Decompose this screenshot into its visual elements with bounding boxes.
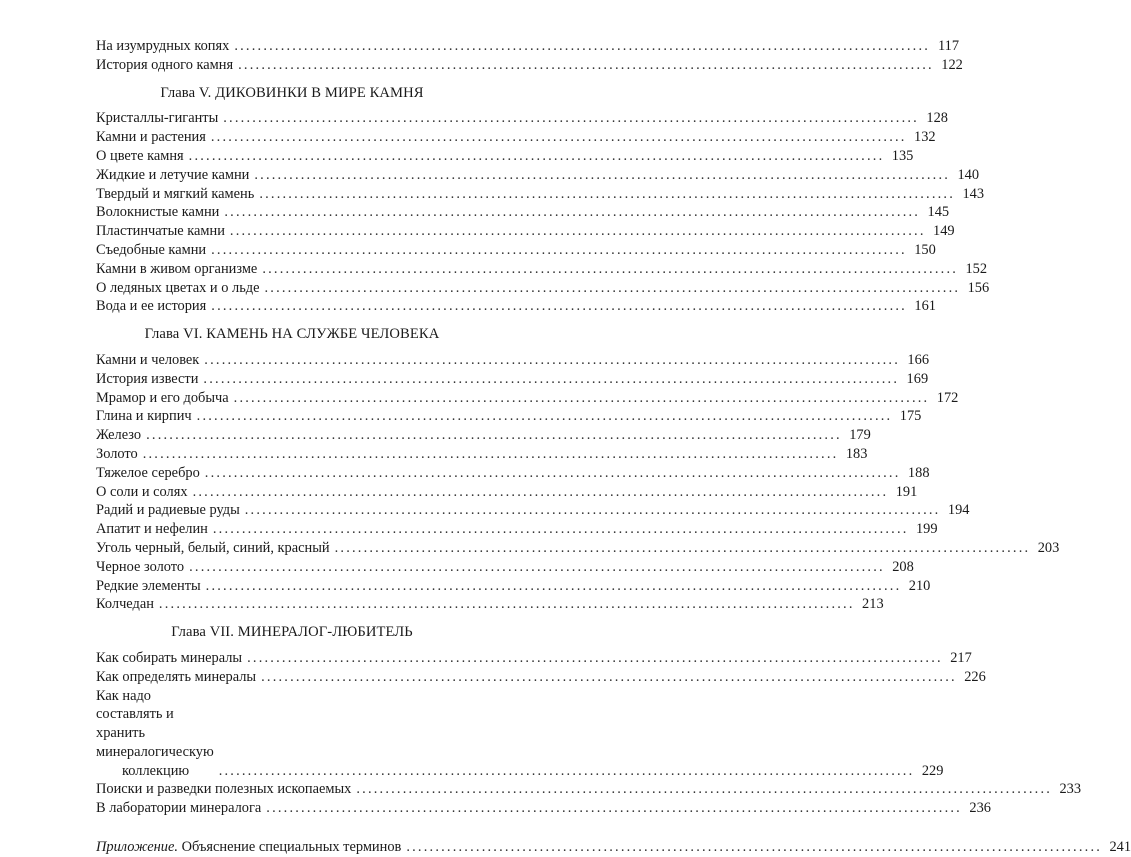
toc-entry-title: Вода и ее история xyxy=(96,298,207,315)
toc-entry xyxy=(96,185,985,204)
dot-leader: ........................................................................................................................ xyxy=(247,649,943,666)
dot-leader: ........................................................................................................................ xyxy=(189,558,885,575)
toc-entry-title: Черное золото xyxy=(96,558,185,575)
toc-entry-title: Тяжелое серебро xyxy=(96,464,200,481)
toc-entry-page: 199 xyxy=(915,521,938,538)
toc-entry-page: 135 xyxy=(891,147,914,164)
toc-entry-title: Глина и кирпич xyxy=(96,408,192,425)
toc-entry-page: 188 xyxy=(907,464,930,481)
dot-leader: ........................................................................................................................ xyxy=(244,502,941,519)
toc-entry xyxy=(96,389,959,408)
dot-leader: ........................................................................................................................ xyxy=(158,596,855,613)
dot-leader: ........................................................................................................................ xyxy=(211,241,907,258)
dot-leader: ........................................................................................................................ xyxy=(259,185,956,202)
toc-entry xyxy=(96,37,960,56)
toc-entry-title: Как собирать минералы xyxy=(96,649,243,666)
toc-entry xyxy=(96,558,914,577)
dot-leader: ........................................................................................................................ xyxy=(224,204,921,221)
toc-entry-title: Камни и растения xyxy=(96,129,206,146)
toc-entry-page: 210 xyxy=(908,577,931,594)
toc-entry xyxy=(96,407,922,426)
dot-leader: ........................................................................................................................ xyxy=(212,521,909,538)
toc-entry xyxy=(96,426,871,445)
dot-leader: ........................................................................................................................ xyxy=(262,260,959,277)
toc-entry-title: Волокнистые камни xyxy=(96,204,220,221)
toc-entry-page: 226 xyxy=(964,668,986,685)
toc-entry-page: 156 xyxy=(967,279,990,296)
toc-entry-title: О цвете камня xyxy=(96,147,184,164)
toc-entry-page: 194 xyxy=(947,502,970,519)
dot-leader: ........................................................................................................................ xyxy=(204,351,901,368)
dot-leader: ........................................................................................................................ xyxy=(264,279,961,296)
toc-entry xyxy=(96,166,980,185)
toc-entry xyxy=(96,483,918,502)
toc-entry-page: 166 xyxy=(907,351,930,368)
toc-entry-title: В лаборатории минералога xyxy=(96,800,262,817)
dot-leader: ........................................................................................................................ xyxy=(218,762,915,779)
dot-leader: ........................................................................................................................ xyxy=(234,38,931,54)
toc-entry-title: Апатит и нефелин xyxy=(96,521,208,538)
toc-entry-title: Золото xyxy=(96,445,138,462)
toc-entry xyxy=(96,799,991,818)
toc-entry-page: 233 xyxy=(1059,781,1082,798)
toc-entry xyxy=(96,279,990,298)
appendix-page: 241 xyxy=(1109,839,1131,856)
appendix-label: Приложение. xyxy=(96,839,178,856)
toc-entry xyxy=(96,577,931,596)
dot-leader: ........................................................................................................................ xyxy=(254,166,951,183)
dot-leader: ........................................................................................................................ xyxy=(334,539,1031,556)
toc-entry-title: Как определять минералы xyxy=(96,668,257,685)
toc-entry-page: 145 xyxy=(927,204,950,221)
toc-entry xyxy=(96,668,986,687)
toc-entry xyxy=(96,222,955,241)
toc-entry-title: История одного камня xyxy=(96,56,234,73)
toc-entry-page: 213 xyxy=(862,596,884,613)
toc-entry xyxy=(96,649,972,668)
toc-entry-title: Мрамор и его добыча xyxy=(96,389,229,406)
toc-entry xyxy=(96,539,1060,558)
toc-entry-title: Съедобные камни xyxy=(96,241,207,258)
toc-entry-title: О соли и солях xyxy=(96,483,188,500)
toc-entry-title: Колчедан xyxy=(96,596,154,613)
toc-entry-title: Пластинчатые камни xyxy=(96,223,225,240)
toc-entry xyxy=(96,445,868,464)
dot-leader: ........................................................................................................................ xyxy=(406,839,1103,856)
toc-entry-page: 172 xyxy=(936,389,959,406)
appendix-title-text: Объяснение специальных терминов xyxy=(181,839,402,856)
toc-entry xyxy=(96,520,938,539)
dot-leader: ........................................................................................................................ xyxy=(356,781,1053,798)
toc-entry-page: 169 xyxy=(906,370,929,387)
toc-entry-title: Железо xyxy=(96,427,142,444)
toc-entry xyxy=(96,109,948,128)
dot-leader: ........................................................................................................................ xyxy=(146,427,842,444)
toc-entry-title: Жидкие и летучие камни xyxy=(96,166,250,183)
toc-entry-title xyxy=(96,687,214,781)
toc-entry-title-line1: Как надо составлять и хранить минералогическую xyxy=(96,687,214,760)
appendix-title xyxy=(96,838,401,857)
toc-entry-page: 150 xyxy=(914,241,936,258)
toc-entry-page: 117 xyxy=(937,38,960,54)
toc-entry-title: Поиски и разведки полезных ископаемых xyxy=(96,781,352,798)
toc-entry xyxy=(96,370,929,389)
toc-entry-page: 236 xyxy=(969,800,991,817)
dot-leader: ........................................................................................................................ xyxy=(196,408,893,425)
toc-entry-page: 132 xyxy=(914,129,936,146)
chapter-heading: Глава VI. КАМЕНЬ НА СЛУЖБЕ ЧЕЛОВЕКА xyxy=(144,326,440,343)
toc-entry xyxy=(96,128,936,147)
toc-entry xyxy=(96,780,1082,799)
dot-leader: ........................................................................................................................ xyxy=(233,389,930,406)
dot-leader: ........................................................................................................................ xyxy=(192,483,889,500)
toc-entry-title: Уголь черный, белый, синий, красный xyxy=(96,539,330,556)
dot-leader: ........................................................................................................................ xyxy=(266,800,962,817)
chapter-heading: Глава VII. МИНЕРАЛОГ-ЛЮБИТЕЛЬ xyxy=(171,624,413,641)
dot-leader: ........................................................................................................................ xyxy=(261,668,957,685)
toc-entry xyxy=(96,351,930,370)
toc-entry-page: 179 xyxy=(849,427,871,444)
toc-entry-page: 161 xyxy=(914,298,936,315)
toc-entry-page: 208 xyxy=(892,558,914,575)
toc-entry-title-line2: коллекцию xyxy=(122,762,190,779)
toc-entry-title: Твердый и мягкий камень xyxy=(96,185,255,202)
toc-entry-page: 175 xyxy=(899,408,922,425)
dot-leader: ........................................................................................................................ xyxy=(238,56,934,73)
dot-leader: ........................................................................................................................ xyxy=(211,298,907,315)
toc-entry-page: 191 xyxy=(895,483,918,500)
toc-entry xyxy=(96,56,963,75)
toc-entry xyxy=(96,501,970,520)
toc-entry xyxy=(96,241,936,260)
dot-leader: ........................................................................................................................ xyxy=(204,464,901,481)
toc-entry-page: 229 xyxy=(921,762,944,779)
toc-entry-page: 128 xyxy=(926,110,948,127)
toc-entry-multiline xyxy=(96,687,944,781)
chapter-heading: Глава V. ДИКОВИНКИ В МИРЕ КАМНЯ xyxy=(160,84,424,101)
toc-entry xyxy=(96,147,914,166)
toc-entry xyxy=(96,464,930,483)
toc-entry-page: 203 xyxy=(1037,539,1060,556)
dot-leader: ........................................................................................................................ xyxy=(210,129,907,146)
table-of-contents xyxy=(96,37,1131,857)
toc-entry-page: 140 xyxy=(957,166,980,183)
dot-leader: ........................................................................................................................ xyxy=(229,223,926,240)
toc-entry-title: Кристаллы-гиганты xyxy=(96,110,219,127)
toc-entry-page: 122 xyxy=(941,56,963,73)
dot-leader: ........................................................................................................................ xyxy=(223,110,919,127)
dot-leader: ........................................................................................................................ xyxy=(203,370,900,387)
toc-entry-title: На изумрудных копях xyxy=(96,38,230,54)
toc-entry-page: 143 xyxy=(962,185,985,202)
dot-leader: ........................................................................................................................ xyxy=(188,147,885,164)
appendix-entry xyxy=(96,838,1131,857)
toc-entry-title: Камни и человек xyxy=(96,351,200,368)
dot-leader: ........................................................................................................................ xyxy=(205,577,902,594)
toc-entry-title: История извести xyxy=(96,370,199,387)
toc-entry xyxy=(96,203,950,222)
dot-leader: ........................................................................................................................ xyxy=(142,445,839,462)
toc-entry-page: 217 xyxy=(950,649,972,666)
toc-entry-title: Редкие элементы xyxy=(96,577,201,594)
toc-entry-title: Камни в живом организме xyxy=(96,260,258,277)
toc-entry-page: 149 xyxy=(933,223,955,240)
toc-entry xyxy=(96,260,988,279)
toc-entry xyxy=(96,595,884,614)
toc-entry-page: 152 xyxy=(965,260,988,277)
toc-entry xyxy=(96,297,936,316)
toc-entry-title: Радий и радиевые руды xyxy=(96,502,240,519)
toc-entry-page: 183 xyxy=(845,445,868,462)
toc-entry-title: О ледяных цветах и о льде xyxy=(96,279,260,296)
